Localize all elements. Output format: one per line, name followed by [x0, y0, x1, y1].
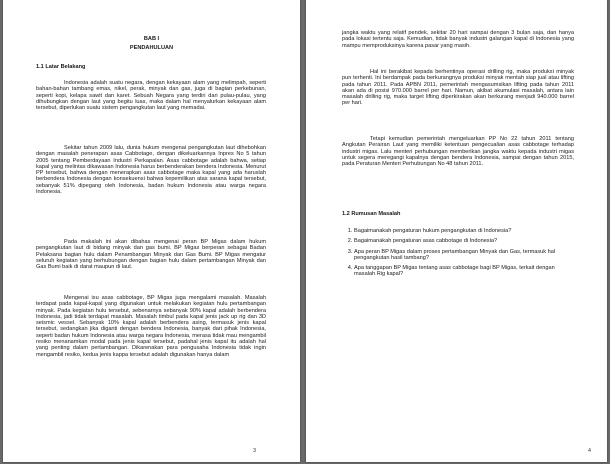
paragraph-1: Indonesia adalah suatu negara, dengan kekayaan alam yang melimpah, seperti bahan-bahan tambang emas, nikel, perak, minyak dan gas, juga di bagian perkebunan, seperti kopi, kelapa sawit dan karet. Sebuah Negara yang terdiri dari pulau-pulau, yang dihubungkan dengan laut yang begitu luas, maka dalam hal menyalurkan kekayaan alam tersebut, diperlukan suatu sistem pengangkutan laut yang memadai.	[36, 80, 266, 112]
document-page-right	[306, 0, 607, 462]
paragraph-6: Hal ini berakibat kepada berhentinya operasi drilling rig, maka produksi minyak pun terhenti. Ini berdampak pada berkurangnya produksi minyak mentah siap jual atau lifting pada tahun 2011. Pada APBN 2011, pemerintah mengasumsikan lifting pada tahun 2011 akan ada di posisi 970.000 barrel per hari. Namun, akibat akumulasi masalah, antara lain masalah drilling rig, maka target lifting diperkirakan akan berkurang menjadi 940.000 barrel per hari.	[342, 69, 574, 107]
chapter-title: PENDAHULUAN	[129, 45, 174, 51]
list-item: 2. Bagaimanakah pengaturan asas cabbotage di Indonesia?	[354, 238, 574, 244]
paragraph-5: jangka waktu yang relatif pendek, sekitar 20 hari sampai dengan 3 bulan saja, dan hanya pada lokasi tertentu saja. Kemudian, tidak banyak industri galangan kapal di Indonesia yang mampu memproduksinya karena pasar yang masih.	[342, 30, 574, 49]
paragraph-3: Pada makalah ini akan dibahas mengenai peran BP Migas dalam hukum pengangkutan laut di bidang minyak dan gas bumi. BP Migas berperan sebagai Badan Pelaksana bagian hulu dalam Penambangan Minyak dan Gas Bumi. BP Migas mengatur seluruh kegiatan yang berhubungan dengan bagian hulu dalam pertambangan Minyak dan Gas Bumi baik di darat maupun di laut.	[36, 239, 266, 271]
section-heading-latar-belakang: 1.1 Latar Belakang	[36, 64, 86, 70]
paragraph-7: Tetapi kemudian pemerintah mengeluarkan PP No 22 tahun 2011 tentang Angkutan Perairan Laut yang memiliki ketentuan pengecualian asas cabbotage terhadap industri migas. Lalu menteri perhubungan memberikan jangka waktu kepada industri migas untuk segera meregangi kapalnya dengan bendera Indonesia, sampai dengan tahun 2015, pada Peraturan Menteri Perhubungan No 48 tahun 2011.	[342, 136, 574, 168]
page-number: 3	[253, 448, 256, 454]
paragraph-2: Sekitar tahun 2009 lalu, dunia hukum mengenai pengangkutan laut dihebohkan dengan masalah penerapan asas Cabbotage, dengan dikeluarkannya Inpres No 5 tahun 2005 tentang Pemberdayaan Industri Perkapalan. Asas cabbotage adalah bahwa, setiap kapal yang melintas dikawasan Indonesia harus berbenderakan bendera Indonesia. Menurut PP tersebut, bahwa dengan menerapkan asas cabbotage maka kapal yang ada haruslah berbendera Indonesia dengan konsekuensi bahwa kepemilikan atas sarana kapal tersebut, sebanyak 51% dipegang oleh Indonesia, badan hukum Indonesia atau warga negara Indonesia.	[36, 145, 266, 196]
chapter-label: BAB I	[143, 36, 160, 42]
list-item: 3. Apa peran BP Migas dalam proses pertambangan Minyak dan Gas, termasuk hal pengangkutan hasil tambang?	[354, 249, 574, 262]
research-questions-list	[342, 228, 574, 282]
list-item: 4. Apa tanggapan BP Migas tentang asas cabbotage bagi BP Migas, terkait dengan masalah Rig kapal?	[354, 265, 574, 278]
page-number: 4	[588, 448, 591, 454]
paragraph-4: Mengenai isu asas cabbotage, BP Migas juga mengalami masalah. Masalah terdapat pada kapal-kapal yang digunakan untuk melakukan kegiatan hulu pertambangan minyak. Pada kegiatan hulu tersebut, sebenarnya sebanyak 90% kapal adalah berbendera Indonesia, jadi tidak terdapat masalah. Masalah timbul pada kapal jenis jack up rig dan 3D seismic vessel. Sebanyak 10% kapal adalah berbendera asing, termasuk jenis kapal tersebut, sedangkan jika diganti dengan bendera Indonesia, banyak dari pihak Indonesia, seperti badan hukum Indonesia atau warga negara Indonesia, merasa tidak mau mengambil resiko menanamkan modal pada jenis kapal tersebut, padahal jenis kapal itu adalah hal yang penting dalam pertambangan. Dikarenakan para pengusaha Indonesia tidak ingin mengambil resiko, kedua jenis kappa tersebut adalah digunakan hanya dalam	[36, 295, 266, 358]
section-heading-rumusan-masalah: 1.2 Rumusan Masalah	[342, 211, 401, 217]
list-item: 1. Bagaimanakah pengaturan hukum pengangkutan di Indonesia?	[354, 228, 574, 234]
document-page-left	[3, 0, 300, 462]
